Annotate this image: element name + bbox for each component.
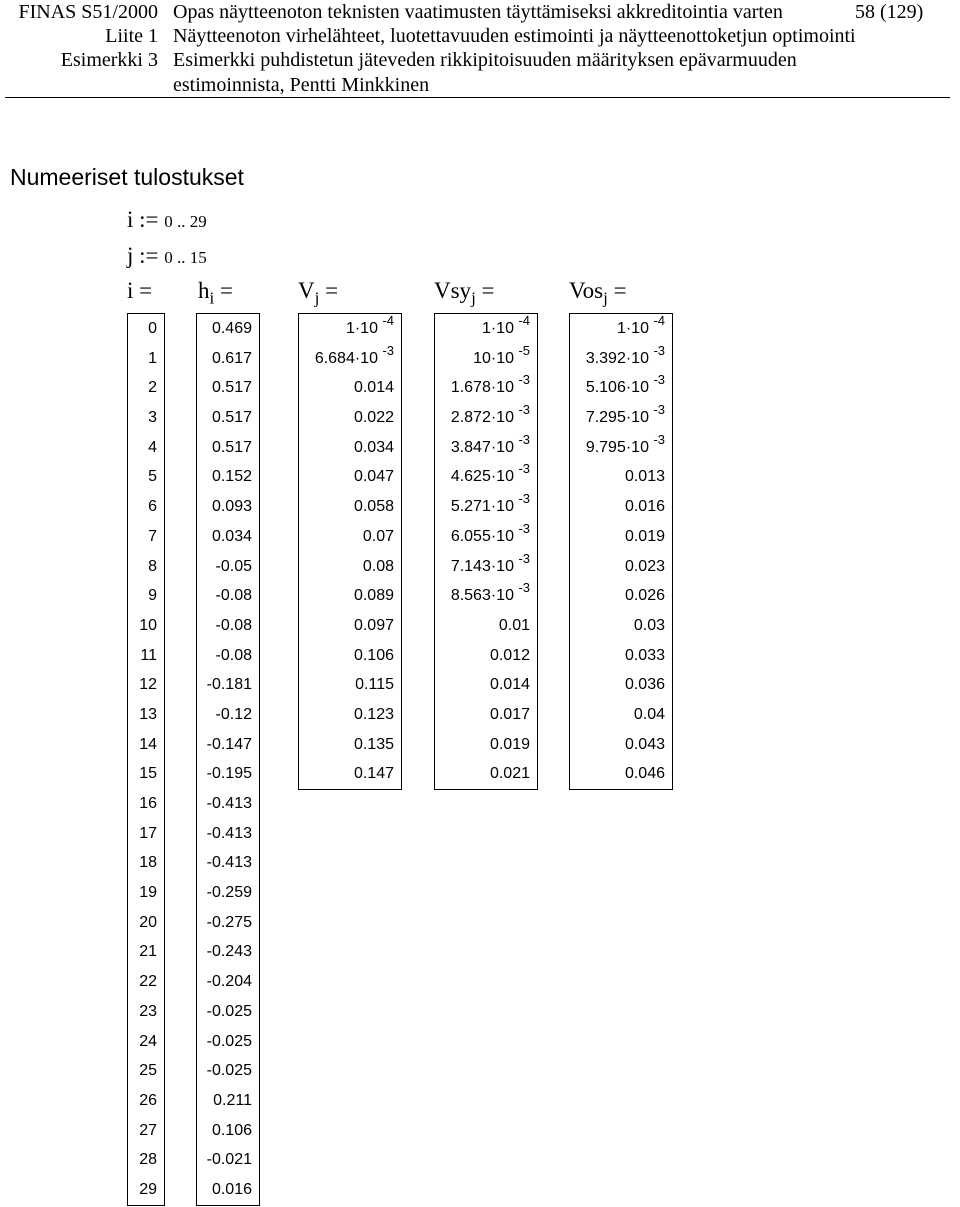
table-cell-h: -0.05 — [215, 557, 252, 575]
table-cell-i: 3 — [148, 409, 157, 427]
cell-exponent: -3 — [518, 461, 530, 477]
table-cell-vsy — [435, 403, 537, 433]
cell-mantissa: 6.055·10 — [450, 527, 514, 545]
table-column-v — [298, 313, 402, 790]
table-cell-h: 0.106 — [211, 1121, 252, 1139]
table-cell-h: 0.517 — [211, 438, 252, 456]
table-cell-vos — [570, 344, 672, 374]
table-cell-i: 12 — [139, 676, 157, 694]
table-cell-i: 24 — [139, 1032, 157, 1050]
table-cell-vsy — [435, 433, 537, 463]
cell-mantissa: 0.04 — [633, 705, 665, 723]
cell-exponent: -3 — [518, 491, 530, 507]
table-column-h — [196, 313, 260, 1206]
cell-mantissa: 0.036 — [624, 676, 665, 694]
cell-mantissa: 1·10 — [616, 320, 649, 337]
table-cell-vsy — [435, 670, 537, 700]
table-cell-vos — [570, 730, 672, 760]
cell-exponent: -3 — [382, 342, 394, 358]
table-cell-h: -0.259 — [206, 884, 252, 902]
table-cell-vos — [570, 373, 672, 403]
cell-mantissa: 0.043 — [624, 735, 665, 753]
table-cell-h: -0.025 — [206, 1002, 252, 1020]
table-cell-vos — [570, 700, 672, 730]
table-cell-i: 7 — [148, 527, 157, 545]
table-cell-vsy — [435, 581, 537, 611]
table-cell-i: 4 — [148, 438, 157, 456]
definition-j-range: 0 .. 15 — [164, 248, 207, 267]
cell-exponent: -3 — [653, 342, 665, 358]
table-cell-h: -0.195 — [206, 765, 252, 783]
table-cell-i: 27 — [139, 1121, 157, 1139]
cell-mantissa: 0.135 — [353, 735, 394, 753]
cell-mantissa: 1·10 — [481, 320, 514, 337]
cell-mantissa: 0.026 — [624, 587, 665, 605]
table-cell-vos — [570, 641, 672, 671]
table-cell-i: 20 — [139, 913, 157, 931]
cell-mantissa: 3.847·10 — [450, 438, 514, 456]
table-cell-h: 0.617 — [211, 349, 252, 367]
table-cell-v — [299, 433, 401, 463]
table-cell-vsy — [435, 759, 537, 789]
table-cell-v — [299, 344, 401, 374]
table-cell-vos — [570, 759, 672, 789]
cell-mantissa: 0.046 — [624, 765, 665, 783]
table-cell-vos — [570, 552, 672, 582]
appendix-label: Liite 1 — [105, 25, 158, 47]
table-cell-vsy — [435, 730, 537, 760]
table-cell-v — [299, 403, 401, 433]
cell-mantissa: 9.795·10 — [585, 438, 649, 456]
table-cell-h: -0.08 — [215, 587, 252, 605]
cell-exponent: -4 — [518, 313, 530, 328]
table-cell-i: 18 — [139, 854, 157, 872]
table-cell-vos — [570, 314, 672, 344]
cell-mantissa: 0.07 — [362, 527, 394, 545]
table-cell-i: 5 — [148, 468, 157, 486]
cell-mantissa: 3.392·10 — [585, 349, 649, 367]
cell-mantissa: 0.03 — [633, 616, 665, 634]
table-cell-vsy — [435, 344, 537, 374]
table-cell-vos — [570, 522, 672, 552]
table-cell-v — [299, 700, 401, 730]
cell-mantissa: 0.08 — [362, 557, 394, 575]
table-cell-vos — [570, 670, 672, 700]
table-cell-i: 11 — [140, 646, 157, 664]
column-header-vsy: Vsy$_j$ = — [434, 278, 495, 308]
table-cell-h: 0.211 — [213, 1091, 252, 1109]
table-cell-h: -0.243 — [206, 943, 252, 961]
cell-exponent: -4 — [653, 313, 665, 328]
table-cell-h: -0.147 — [206, 735, 252, 753]
cell-mantissa: 1.678·10 — [450, 379, 514, 397]
cell-mantissa: 5.271·10 — [450, 498, 514, 516]
table-cell-h: 0.093 — [211, 498, 252, 516]
definition-i-range: 0 .. 29 — [164, 212, 207, 231]
cell-mantissa: 5.106·10 — [585, 379, 649, 397]
table-cell-v — [299, 314, 401, 344]
document-code: FINAS S51/2000 — [18, 1, 158, 23]
table-cell-i: 8 — [148, 557, 157, 575]
table-cell-i: 25 — [139, 1062, 157, 1080]
table-cell-vos — [570, 492, 672, 522]
table-cell-i: 13 — [139, 705, 157, 723]
table-cell-vsy — [435, 522, 537, 552]
cell-exponent: -4 — [382, 313, 394, 328]
example-title-cont: estimoinnista, Pentti Minkkinen — [173, 74, 430, 96]
table-cell-i: 10 — [139, 616, 157, 634]
table-cell-h: 0.016 — [211, 1180, 252, 1198]
table-cell-i: 26 — [139, 1091, 157, 1109]
table-cell-v — [299, 759, 401, 789]
table-column-vos — [569, 313, 673, 790]
cell-mantissa: 0.01 — [498, 616, 530, 634]
cell-mantissa: 0.017 — [489, 705, 530, 723]
column-header-h: $h_i$ = — [198, 278, 233, 308]
cell-exponent: -3 — [653, 372, 665, 388]
definition-j — [127, 243, 207, 269]
table-cell-h: -0.413 — [206, 795, 252, 812]
cell-mantissa: 0.106 — [353, 646, 394, 664]
table-cell-i: 9 — [148, 587, 157, 605]
table-cell-i: 2 — [148, 379, 157, 397]
cell-mantissa: 4.625·10 — [450, 468, 514, 486]
cell-exponent: -3 — [518, 372, 530, 388]
table-cell-i: 28 — [139, 1151, 157, 1169]
table-cell-vos — [570, 611, 672, 641]
cell-mantissa: 10·10 — [473, 349, 514, 367]
table-cell-h: -0.181 — [206, 676, 252, 694]
table-cell-vsy — [435, 611, 537, 641]
table-cell-vos — [570, 462, 672, 492]
table-cell-v — [299, 522, 401, 552]
cell-mantissa: 0.019 — [489, 735, 530, 753]
table-cell-h: 0.034 — [211, 527, 252, 545]
definition-i-var: i := — [127, 207, 159, 232]
cell-mantissa: 2.872·10 — [450, 409, 514, 427]
table-cell-vos — [570, 403, 672, 433]
table-cell-i: 15 — [139, 765, 157, 783]
table-cell-vsy — [435, 462, 537, 492]
table-cell-vsy — [435, 700, 537, 730]
table-column-vsy — [434, 313, 538, 790]
cell-mantissa: 0.089 — [353, 587, 394, 605]
table-cell-vos — [570, 581, 672, 611]
column-header-vos: Vos$_j$ = — [569, 278, 627, 308]
definition-i — [127, 207, 207, 233]
table-cell-h: -0.025 — [206, 1062, 252, 1080]
table-cell-i: 19 — [139, 884, 157, 902]
cell-exponent: -3 — [518, 431, 530, 447]
cell-mantissa: 0.115 — [355, 676, 394, 694]
table-cell-h: -0.413 — [206, 824, 252, 842]
table-cell-h: -0.025 — [206, 1032, 252, 1050]
cell-mantissa: 0.014 — [353, 379, 394, 397]
table-cell-i: 0 — [148, 320, 157, 337]
table-cell-vos — [570, 433, 672, 463]
table-cell-h: 0.517 — [211, 409, 252, 427]
cell-exponent: -3 — [518, 580, 530, 596]
cell-mantissa: 0.013 — [624, 468, 665, 486]
table-cell-h: -0.08 — [215, 646, 252, 664]
example-title: Esimerkki puhdistetun jäteveden rikkipitoisuuden määrityksen epävarmuuden — [173, 49, 797, 71]
cell-exponent: -3 — [653, 431, 665, 447]
table-cell-h: 0.469 — [211, 320, 252, 337]
table-cell-h: -0.413 — [206, 854, 252, 872]
table-cell-vsy — [435, 641, 537, 671]
cell-mantissa: 0.123 — [353, 705, 394, 723]
column-header-i: i = — [127, 278, 153, 303]
table-cell-i: 17 — [139, 824, 157, 842]
table-cell-h: 0.517 — [211, 379, 252, 397]
table-cell-h: -0.275 — [206, 913, 252, 931]
table-cell-h: -0.204 — [206, 973, 252, 991]
cell-mantissa: 0.022 — [353, 409, 394, 427]
cell-mantissa: 0.012 — [489, 646, 530, 664]
table-cell-v — [299, 581, 401, 611]
cell-mantissa: 0.021 — [489, 765, 530, 783]
cell-mantissa: 0.034 — [353, 438, 394, 456]
table-cell-i: 22 — [139, 973, 157, 991]
cell-exponent: -5 — [518, 342, 530, 358]
cell-mantissa: 0.047 — [353, 468, 394, 486]
cell-mantissa: 0.023 — [624, 557, 665, 575]
cell-exponent: -3 — [653, 402, 665, 418]
table-cell-i: 6 — [148, 498, 157, 516]
table-cell-v — [299, 611, 401, 641]
cell-mantissa: 8.563·10 — [450, 587, 514, 605]
table-cell-v — [299, 373, 401, 403]
header-divider — [5, 97, 950, 98]
cell-mantissa: 1·10 — [345, 320, 378, 337]
example-label: Esimerkki 3 — [60, 49, 158, 71]
table-cell-v — [299, 730, 401, 760]
cell-mantissa: 0.033 — [624, 646, 665, 664]
table-cell-h: -0.021 — [206, 1151, 252, 1169]
column-header-v: $V_j$ = — [298, 278, 339, 308]
table-cell-vsy — [435, 552, 537, 582]
table-cell-i: 14 — [139, 735, 157, 753]
cell-exponent: -3 — [518, 550, 530, 566]
table-cell-v — [299, 552, 401, 582]
table-cell-i: 21 — [139, 943, 157, 961]
cell-mantissa: 0.016 — [624, 498, 665, 516]
table-cell-v — [299, 462, 401, 492]
table-cell-h: -0.08 — [215, 616, 252, 634]
cell-mantissa: 0.147 — [353, 765, 394, 783]
table-cell-v — [299, 670, 401, 700]
cell-mantissa: 0.058 — [353, 498, 394, 516]
table-cell-vsy — [435, 314, 537, 344]
table-cell-vsy — [435, 373, 537, 403]
table-cell-v — [299, 641, 401, 671]
cell-mantissa: 7.143·10 — [450, 557, 514, 575]
cell-mantissa: 6.684·10 — [314, 349, 378, 367]
table-cell-i: 23 — [139, 1002, 157, 1020]
table-cell-h: -0.12 — [215, 705, 252, 723]
table-column-i — [127, 313, 165, 1206]
cell-exponent: -3 — [518, 520, 530, 536]
cell-exponent: -3 — [518, 402, 530, 418]
cell-mantissa: 7.295·10 — [585, 409, 649, 427]
table-cell-i: 29 — [139, 1180, 157, 1198]
table-cell-vsy — [435, 492, 537, 522]
appendix-title: Näytteenoton virhelähteet, luotettavuuden estimointi ja näytteenottoketjun optimointi — [173, 25, 856, 47]
definition-j-var: j := — [127, 243, 159, 268]
cell-mantissa: 0.019 — [624, 527, 665, 545]
section-title: Numeeriset tulostukset — [10, 164, 244, 190]
cell-mantissa: 0.097 — [353, 616, 394, 634]
table-cell-v — [299, 492, 401, 522]
cell-mantissa: 0.014 — [489, 676, 530, 694]
table-cell-i: 16 — [139, 795, 157, 812]
table-cell-i: 1 — [148, 349, 157, 367]
document-title: Opas näytteenoton teknisten vaatimusten täyttämiseksi akkreditointia varten — [173, 1, 783, 23]
table-cell-h: 0.152 — [211, 468, 252, 486]
